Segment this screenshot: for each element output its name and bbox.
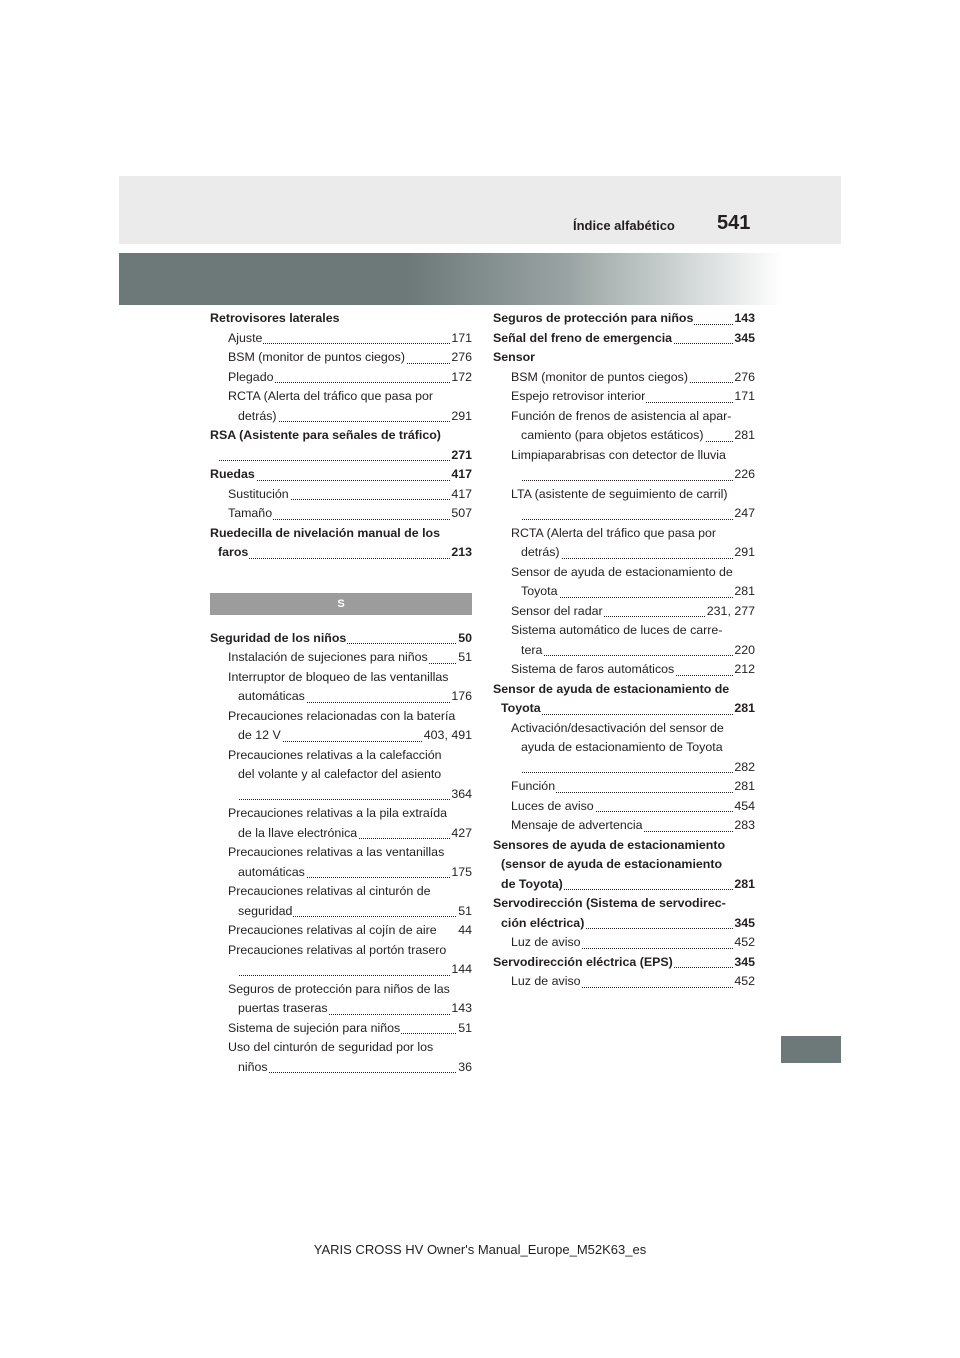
index-entry-page: 345	[733, 953, 755, 973]
index-entry	[501, 875, 755, 895]
index-entry-text: Interruptor de bloqueo de las ventanillas	[228, 669, 449, 684]
index-entry	[238, 902, 472, 922]
page-number: 541	[717, 212, 751, 234]
index-entry-page: 452	[733, 972, 755, 992]
index-entry-page: 50	[457, 629, 472, 649]
index-entry	[228, 648, 472, 668]
index-entry	[493, 894, 755, 914]
dot-leader	[238, 799, 472, 800]
index-entry	[511, 563, 755, 583]
index-entry-text: puertas traseras	[238, 1001, 328, 1015]
index-entry	[511, 485, 755, 505]
index-entry-text: Función de frenos de asistencia al apar-	[511, 408, 732, 423]
index-entry	[238, 1058, 472, 1078]
index-entry-page: 417	[450, 485, 472, 505]
index-entry-text: Sensor del radar	[511, 603, 603, 618]
index-entry-page: 143	[450, 999, 472, 1019]
index-entry-page: 247	[733, 504, 755, 524]
index-entry-text	[521, 506, 522, 520]
index-entry	[493, 953, 755, 973]
letter-divider-s: S	[210, 593, 472, 615]
dot-leader	[218, 558, 472, 559]
index-entry	[511, 777, 755, 797]
index-entry	[228, 368, 472, 388]
index-entry-text: detrás)	[238, 408, 277, 423]
dot-leader	[521, 772, 755, 773]
index-entry	[238, 824, 472, 844]
footer-manual-title: YARIS CROSS HV Owner's Manual_Europe_M52K63_es	[313, 1242, 647, 1257]
index-entry-text: de 12 V	[238, 728, 281, 742]
index-entry-text: Limpiaparabrisas con detector de lluvia	[511, 447, 726, 462]
index-entry-text	[238, 787, 239, 801]
index-entry-page: 172	[450, 368, 472, 388]
index-entry-page: 44	[457, 921, 472, 941]
index-entry-text: Sistema automático de luces de carre-	[511, 623, 723, 637]
section-title: Índice alfabético	[573, 218, 675, 233]
index-entry	[521, 426, 755, 446]
index-entry-text: automáticas	[238, 864, 305, 879]
index-entry	[238, 765, 472, 785]
index-entry-text: ción eléctrica)	[501, 915, 585, 930]
index-entry-text: LTA (asistente de seguimiento de carril)	[511, 486, 728, 501]
index-entry-text	[218, 448, 219, 462]
index-entry-page: 281	[733, 426, 755, 446]
index-entry	[228, 804, 472, 824]
index-entry	[511, 524, 755, 544]
index-entry-page: 281	[733, 875, 755, 895]
index-entry-page: 291	[450, 407, 472, 427]
index-entry-page: 452	[733, 933, 755, 953]
index-entry	[228, 387, 472, 407]
index-entry-text: tera	[521, 642, 543, 657]
dot-leader	[521, 519, 755, 520]
thumb-index-tab	[781, 1036, 841, 1063]
index-entry-text: niños	[238, 1059, 268, 1074]
index-entry-text: automáticas	[238, 689, 305, 703]
index-entry	[511, 407, 755, 427]
index-entry-page: 271	[450, 446, 472, 466]
index-entry-text: Servodirección eléctrica (EPS)	[493, 954, 673, 969]
index-entry-text: Sensor de ayuda de estacionamiento de	[511, 564, 733, 579]
index-entry	[210, 465, 472, 485]
index-entry	[511, 602, 755, 622]
index-entry	[238, 999, 472, 1019]
index-entry	[210, 309, 472, 329]
index-entries-s-continued	[493, 309, 755, 992]
index-entry-text: Sensor de ayuda de estacionamiento de	[493, 681, 730, 696]
index-entry-text: Tamaño	[228, 506, 273, 520]
index-entry	[238, 785, 472, 805]
index-entry	[228, 921, 472, 941]
index-entry-page: 282	[733, 758, 755, 778]
index-entry	[511, 446, 755, 466]
dot-leader	[238, 975, 472, 976]
index-entry-page: 345	[733, 914, 755, 934]
index-entry-text	[521, 760, 522, 774]
index-entry	[493, 836, 755, 856]
index-entry	[228, 882, 472, 902]
index-entry-page: 175	[450, 863, 472, 883]
index-entry	[521, 641, 755, 661]
index-entry	[521, 543, 755, 563]
index-entry-text: detrás)	[521, 545, 560, 559]
index-entry-text: Precauciones relativas a las ventanillas	[228, 845, 445, 859]
index-entry-text: Sistema de faros automáticos	[511, 662, 675, 676]
index-entry-text: RCTA (Alerta del tráfico que pasa por	[511, 525, 717, 540]
index-entry-text: Sistema de sujeción para niños	[228, 1020, 401, 1035]
index-entry	[238, 687, 472, 707]
index-entry-text: Luz de aviso	[511, 935, 581, 949]
index-entry-text: Instalación de sujeciones para niños	[228, 650, 428, 664]
index-entry-text: Sensores de ayuda de estacionamiento	[493, 837, 726, 852]
index-entry-text: Precauciones relativas a la calefacción	[228, 747, 442, 762]
index-entry-page: 364	[450, 785, 472, 805]
index-entry	[238, 863, 472, 883]
index-entry	[238, 407, 472, 427]
index-entry	[511, 387, 755, 407]
index-entry-text: Función	[511, 779, 556, 793]
index-entry-text: Ruedecilla de nivelación manual de los	[210, 525, 440, 540]
index-entry-text: faros	[218, 545, 249, 559]
index-entry-text: Mensaje de advertencia	[511, 818, 643, 832]
index-entry-text: Precauciones relacionadas con la batería	[228, 708, 456, 723]
index-entry	[210, 524, 472, 544]
dot-leader	[238, 1072, 472, 1073]
index-entry-page: 345	[733, 329, 755, 349]
index-entry-text	[238, 962, 239, 976]
index-entry-text: Seguros de protección para niños	[493, 311, 694, 325]
index-entry	[228, 980, 472, 1000]
index-entry	[493, 680, 755, 700]
dot-leader	[521, 480, 755, 481]
index-entry	[511, 797, 755, 817]
index-entry-page: 427	[450, 824, 472, 844]
index-entry-text: Precauciones relativas a la pila extraída	[228, 806, 448, 820]
index-entry-text: Toyota	[501, 701, 541, 715]
index-entry	[511, 972, 755, 992]
index-entry-text: Sensor	[493, 350, 536, 364]
index-entry	[218, 446, 472, 466]
index-entry-text: Activación/desactivación del sensor de	[511, 720, 724, 735]
index-entry-page: 283	[733, 816, 755, 836]
index-entry-text: Retrovisores laterales	[210, 311, 340, 325]
index-entry-text: ayuda de estacionamiento de Toyota	[521, 740, 723, 754]
index-entry	[228, 348, 472, 368]
index-entry	[521, 738, 755, 758]
index-entry	[521, 582, 755, 602]
index-entry	[493, 348, 755, 368]
index-entry	[228, 504, 472, 524]
dot-leader	[218, 460, 472, 461]
index-entry-text: Seguridad de los niños	[210, 630, 347, 645]
index-entry-page: 51	[457, 902, 472, 922]
index-entry	[501, 855, 755, 875]
index-entry-text: Toyota	[521, 584, 558, 598]
header-gradient-bar	[119, 253, 841, 305]
index-entry-text: Precauciones relativas al portón trasero	[228, 942, 447, 957]
index-entry	[210, 629, 472, 649]
index-entry-page: 213	[450, 543, 472, 563]
index-entry	[218, 543, 472, 563]
index-column-left	[210, 309, 472, 1077]
index-entry-text: (sensor de ayuda de estacionamiento	[501, 857, 723, 871]
dot-leader	[521, 655, 755, 656]
index-entry-text: Uso del cinturón de seguridad por los	[228, 1040, 434, 1054]
index-entry-text: BSM (monitor de puntos ciegos)	[511, 369, 688, 384]
index-entry	[501, 699, 755, 719]
index-entries-r	[210, 309, 472, 563]
index-entry-text: Precauciones relativas al cojín de aire	[228, 923, 437, 937]
index-entry-text: Luz de aviso	[511, 974, 581, 988]
index-entry-text: Seguros de protección para niños de las	[228, 981, 450, 996]
index-entry-page: 171	[450, 329, 472, 349]
index-entry-page: 226	[733, 465, 755, 485]
index-entry-text: seguridad	[238, 903, 293, 918]
index-entry	[228, 1019, 472, 1039]
index-entry	[511, 660, 755, 680]
index-entry	[521, 465, 755, 485]
index-entry-page: 276	[733, 368, 755, 388]
index-entry-text	[521, 467, 522, 481]
index-entry-text: Luces de aviso	[511, 798, 594, 813]
index-entry	[228, 668, 472, 688]
index-entry-page: 276	[450, 348, 472, 368]
index-column-right	[493, 309, 755, 992]
index-entry	[521, 504, 755, 524]
index-entry-text: Plegado	[228, 369, 274, 384]
index-entry-page: 51	[457, 648, 472, 668]
index-entry	[228, 329, 472, 349]
index-entry	[493, 309, 755, 329]
index-entry	[511, 933, 755, 953]
index-entry-page: 220	[733, 641, 755, 661]
index-entry	[493, 329, 755, 349]
index-entry	[501, 914, 755, 934]
index-entry-page: 171	[733, 387, 755, 407]
index-entry-page: 143	[733, 309, 755, 329]
index-entry	[238, 960, 472, 980]
index-entry-page: 212	[733, 660, 755, 680]
index-entry	[228, 1038, 472, 1058]
index-entry-page: 403, 491	[423, 726, 472, 746]
index-entry	[511, 816, 755, 836]
index-entry-page: 454	[733, 797, 755, 817]
index-entry-page: 51	[457, 1019, 472, 1039]
index-entry	[228, 485, 472, 505]
index-entry	[228, 843, 472, 863]
index-entry	[521, 758, 755, 778]
index-entry-text: de la llave electrónica	[238, 825, 358, 840]
index-entry-text: Sustitución	[228, 486, 289, 501]
index-entry	[228, 707, 472, 727]
index-entry	[511, 719, 755, 739]
index-entry	[511, 621, 755, 641]
index-entries-s	[210, 629, 472, 1078]
index-entry-text: RCTA (Alerta del tráfico que pasa por	[228, 389, 434, 403]
index-entry-text: Servodirección (Sistema de servodirec-	[493, 896, 726, 910]
index-entry	[238, 726, 472, 746]
index-entry-text: Señal del freno de emergencia	[493, 330, 673, 345]
index-entry-page: 417	[450, 465, 472, 485]
index-entry-text: Ruedas	[210, 467, 255, 481]
index-entry-text: camiento (para objetos estáticos)	[521, 428, 704, 442]
index-entry-text: Ajuste	[228, 330, 263, 345]
index-entry-page: 36	[457, 1058, 472, 1078]
index-entry-page: 144	[450, 960, 472, 980]
index-entry-text: BSM (monitor de puntos ciegos)	[228, 350, 405, 364]
index-entry-page: 281	[733, 699, 755, 719]
index-entry-page: 231, 277	[706, 602, 755, 622]
index-entry-page: 281	[733, 582, 755, 602]
index-entry-page: 176	[450, 687, 472, 707]
index-entry	[210, 426, 472, 446]
index-entry-page: 507	[450, 504, 472, 524]
index-entry-page: 281	[733, 777, 755, 797]
index-entry	[228, 941, 472, 961]
index-entry-text: RSA (Asistente para señales de tráfico)	[210, 428, 441, 442]
index-entry-text: Precauciones relativas al cinturón de	[228, 884, 431, 898]
index-entry	[228, 746, 472, 766]
index-entry-text: de Toyota)	[501, 876, 563, 891]
index-entry-text: del volante y al calefactor del asiento	[238, 767, 442, 781]
index-entry-page: 291	[733, 543, 755, 563]
index-entry-text: Espejo retrovisor interior	[511, 389, 646, 403]
dot-leader	[228, 343, 472, 344]
index-entry	[511, 368, 755, 388]
